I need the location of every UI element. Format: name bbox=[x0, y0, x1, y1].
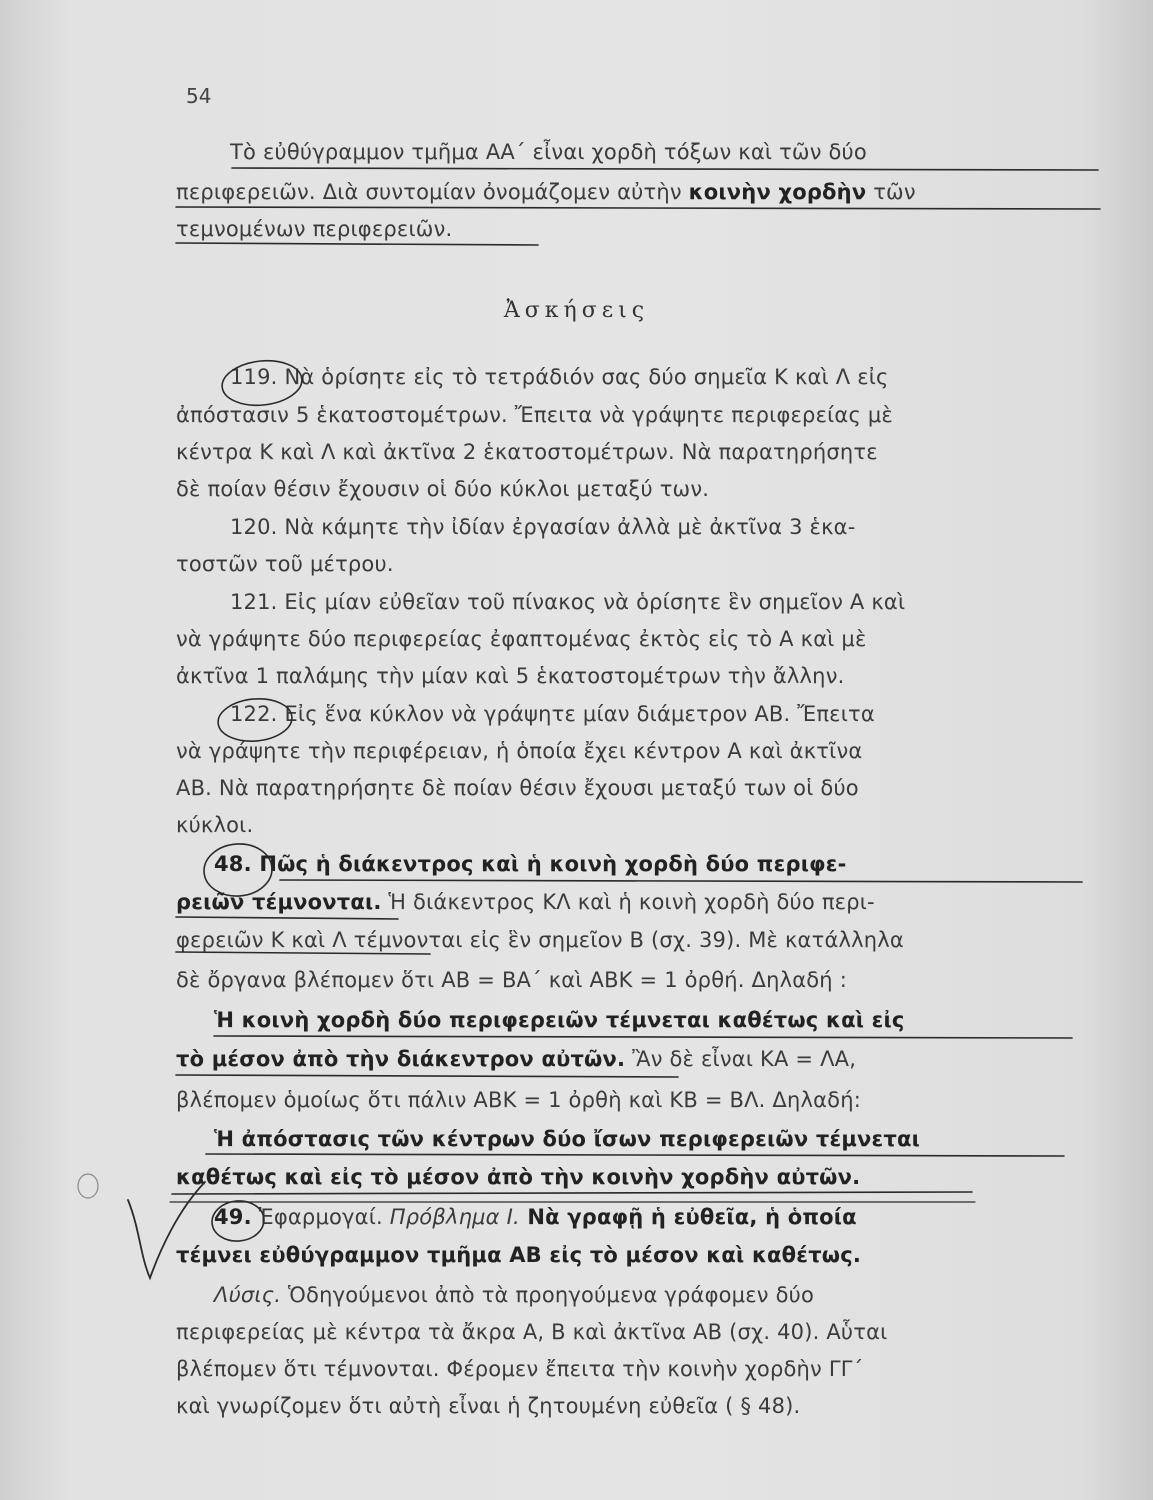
exercise-121-line-1: 121. Εἰς μίαν εὐθεῖαν τοῦ πίνακος νὰ ὁρίσητε ἓν σημεῖον Α καὶ bbox=[230, 590, 906, 614]
exercise-119-line-3: κέντρα Κ καὶ Λ καὶ ἀκτῖνα 2 ἑκατοστομέτρων. Νὰ παρατηρήσητε bbox=[176, 440, 878, 464]
solution-line-1 bbox=[214, 1283, 814, 1307]
intro-line-2-text: περιφερειῶν. Διὰ συντομίαν ὀνομάζομεν αὐτὴν bbox=[176, 180, 689, 204]
underline-48-line3 bbox=[176, 952, 430, 954]
section-48-line-2 bbox=[176, 890, 875, 914]
problem-text: Νὰ γραφῇ ἡ εὐθεῖα, ἡ ὁποία bbox=[519, 1205, 857, 1229]
section-49-line-1 bbox=[214, 1205, 857, 1229]
exercise-121-line-2: νὰ γράψητε δύο περιφερείας ἐφαπτομένας ἐκτὸς εἰς τὸ Α καὶ μὲ bbox=[176, 627, 867, 651]
exercise-122-line-1 bbox=[230, 702, 875, 726]
underline-intro-1 bbox=[232, 168, 1098, 170]
solution-text: Ὁδηγούμενοι ἀπὸ τὰ προηγούμενα γράφομεν δύο bbox=[281, 1283, 815, 1307]
solution-line-4: καὶ γνωρίζομεν ὅτι αὐτὴ εἶναι ἡ ζητουμένη εὐθεῖα ( § 48). bbox=[176, 1394, 801, 1418]
rule-2-line-2: καθέτως καὶ εἰς τὸ μέσον ἀπὸ τὴν κοινὴν χορδὴν αὐτῶν. bbox=[176, 1165, 861, 1189]
section-48-line-4: δὲ ὄργανα βλέπομεν ὅτι ΑΒ = ΒΑ΄ καὶ ΑΒΚ = 1 ὀρθή. Δηλαδή : bbox=[176, 968, 847, 992]
exercise-119-line-2: ἀπόστασιν 5 ἑκατοστομέτρων. Ἔπειτα νὰ γράψητε περιφερείας μὲ bbox=[176, 403, 893, 427]
exercise-122-number: 122. bbox=[230, 702, 278, 726]
exercise-122-line-4: κύκλοι. bbox=[176, 813, 254, 837]
rule-1-line-2: τὸ μέσον ἀπὸ τὴν διάκεντρον αὐτῶν. bbox=[176, 1047, 626, 1071]
underline-48-title-end bbox=[176, 917, 398, 919]
underline-rule-2a bbox=[206, 1154, 1064, 1156]
intro-line-2 bbox=[176, 180, 916, 204]
solution-line-2: περιφερείας μὲ κέντρα τὰ ἄκρα Α, Β καὶ ἀκτῖνα ΑΒ (σχ. 40). Αὗται bbox=[176, 1320, 888, 1344]
exercise-120-line-1: 120. Νὰ κάμητε τὴν ἰδίαν ἐργασίαν ἀλλὰ μὲ ἀκτῖνα 3 ἑκα- bbox=[230, 515, 856, 539]
intro-line-3: τεμνομένων περιφερειῶν. bbox=[176, 217, 453, 241]
exercise-122-line-2: νὰ γράψητε τὴν περιφέρειαν, ἡ ὁποία ἔχει κέντρον Α καὶ ἀκτῖνα bbox=[176, 739, 863, 763]
solution-label: Λύσις. bbox=[214, 1283, 282, 1307]
section-48-line-2-text: Ἡ διάκεντρος ΚΛ καὶ ἡ κοινὴ χορδὴ δύο περι- bbox=[381, 890, 875, 914]
underline-48-title bbox=[280, 880, 1082, 882]
solution-line-3: βλέπομεν ὅτι τέμνονται. Φέρομεν ἔπειτα τὴν κοινὴν χορδὴν ΓΓ΄ bbox=[176, 1357, 864, 1381]
section-48-title-line bbox=[214, 852, 847, 876]
exercises-heading: Ἀσκήσεις bbox=[503, 298, 650, 323]
section-49-number: 49. bbox=[214, 1205, 252, 1229]
section-48-title: Πῶς ἡ διάκεντρος καὶ ἡ κοινὴ χορδὴ δύο περιφε- bbox=[251, 852, 847, 876]
section-48-number: 48. bbox=[214, 852, 252, 876]
section-48-line-6-text: Ἂν δὲ εἶναι ΚΑ = ΛΑ, bbox=[625, 1047, 857, 1071]
page-number: 54 bbox=[186, 84, 212, 108]
intro-line-1: Τὸ εὐθύγραμμον τμῆμα ΑΑ΄ εἶναι χορδὴ τόξων καὶ τῶν δύο bbox=[230, 140, 867, 164]
section-48-line-3: φερειῶν Κ καὶ Λ τέμνονται εἰς ἓν σημεῖον Β (σχ. 39). Μὲ κατάλληλα bbox=[176, 928, 904, 952]
intro-line-2-end: τῶν bbox=[866, 180, 916, 204]
underline-rule-2b bbox=[172, 1192, 972, 1194]
underline-intro-2 bbox=[176, 207, 1100, 209]
exercise-122-text: Εἰς ἕνα κύκλον νὰ γράψητε μίαν διάμετρον ΑΒ. Ἔπειτα bbox=[277, 702, 875, 726]
exercise-122-line-3: ΑΒ. Νὰ παρατηρήσητε δὲ ποίαν θέσιν ἔχουσι μεταξύ των οἱ δύο bbox=[176, 776, 859, 800]
exercise-121-line-3: ἀκτῖνα 1 παλάμης τὴν μίαν καὶ 5 ἑκατοστομέτρων τὴν ἄλλην. bbox=[176, 664, 845, 688]
applications-label: Ἐφαρμογαί. bbox=[251, 1205, 390, 1229]
underline-rule-1b bbox=[176, 1075, 678, 1077]
section-48-line-7: βλέπομεν ὁμοίως ὅτι πάλιν ΑΒΚ = 1 ὀρθὴ καὶ ΚΒ = ΒΛ. Δηλαδή: bbox=[176, 1088, 861, 1112]
rule-1-line-1: Ἡ κοινὴ χορδὴ δύο περιφερειῶν τέμνεται καθέτως καὶ εἰς bbox=[214, 1008, 905, 1032]
exercise-119-line-1 bbox=[230, 365, 889, 389]
exercise-119-line-4: δὲ ποίαν θέσιν ἔχουσιν οἱ δύο κύκλοι μεταξύ των. bbox=[176, 477, 710, 501]
section-48-title-end: ρειῶν τέμνονται. bbox=[176, 890, 382, 914]
section-49-line-2: τέμνει εὐθύγραμμον τμῆμα ΑΒ εἰς τὸ μέσον καὶ καθέτως. bbox=[176, 1243, 862, 1267]
margin-circle-mark bbox=[78, 1174, 98, 1198]
exercise-120-line-2: τοστῶν τοῦ μέτρου. bbox=[176, 552, 394, 576]
underline-rule-1a bbox=[214, 1036, 1072, 1038]
rule-2-line-1: Ἡ ἀπόστασις τῶν κέντρων δύο ἴσων περιφερειῶν τέμνεται bbox=[214, 1127, 921, 1151]
underline-intro-3 bbox=[176, 243, 538, 245]
problem-label: Πρόβλημα Ι. bbox=[389, 1205, 520, 1229]
common-chord-term: κοινὴν χορδὴν bbox=[688, 180, 867, 204]
section-48-line-6 bbox=[176, 1047, 856, 1071]
exercise-119-text: Νὰ ὁρίσητε εἰς τὸ τετράδιόν σας δύο σημεῖα Κ καὶ Λ εἰς bbox=[277, 365, 889, 389]
exercise-119-number: 119. bbox=[230, 365, 278, 389]
